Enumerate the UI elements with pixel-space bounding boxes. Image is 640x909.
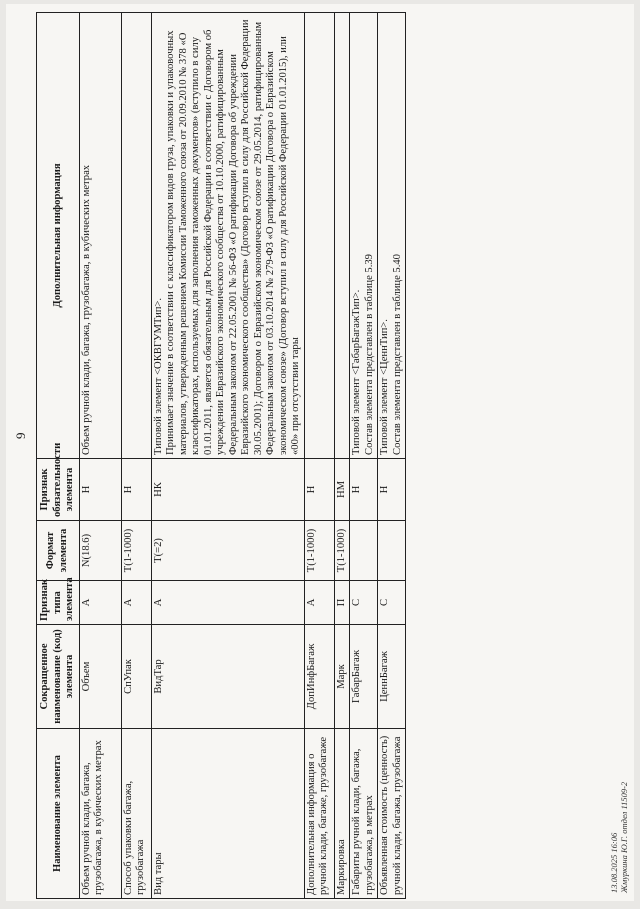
cell-required: Н: [304, 459, 334, 521]
cell-name: Вид тары: [151, 729, 304, 899]
header-required: Признак обязательности элемента: [37, 459, 80, 521]
cell-required: НК: [151, 459, 304, 521]
cell-name: Способ упаковки багажа, грузобагажа: [121, 729, 151, 899]
cell-abbr: СпУпак: [121, 625, 151, 729]
cell-info: [350, 13, 378, 459]
cell-name: Дополнительная информация о ручной клади, багаже, грузобагаже: [304, 729, 334, 899]
cell-name: Габариты ручной клади, багажа, грузобагажа, в метрах: [350, 729, 378, 899]
cell-format: [378, 521, 406, 581]
cell-format: N(18.6): [79, 521, 121, 581]
header-type: Признак типа элемента: [37, 581, 80, 625]
cell-required: Н: [79, 459, 121, 521]
cell-info: [334, 13, 350, 459]
cell-type: А: [151, 581, 304, 625]
header-name: Наименование элемента: [37, 729, 80, 899]
page-number: 9: [13, 432, 28, 439]
table-row: [304, 13, 334, 899]
cell-type: С: [378, 581, 406, 625]
info-line: Принимает значение в соответствии с классификатором видов груза, упаковки и упаковочных материалов, утвержденным решением Комиссии Таможенного союза от 20.09.2010 № 378 «О классификаторах, используемых для заполнения таможенных документов» (вступило в силу 01.01.2011, является обязательным для Российской Федерации в соответствии с Договором об учреждении Евразийского экономического сообщества от 10.10.2000, ратифицированным Федеральным законом от 22.05.2001 № 56-ФЗ «О ратификации Договора об учреждении Евразийского экономического сообщества» (Договор вступил в силу для Российской Федерации 30.05.2001); Договором о Евразийском экономическом союзе от 29.05.2014, ратифицированным Федеральным законом от 03.10.2014 № 279-ФЗ «О ратификации Договора о Евразийском экономическом союзе» (Договор вступил в силу для Российской Федерации 01.01.2015), или «00» при отсутствии тары: [165, 19, 301, 455]
info-line: Типовой элемент <ГабарБагажТип>.: [351, 289, 362, 455]
table-header-row: [37, 13, 80, 899]
info-line: Типовой элемент <ЦеннТип>.: [379, 319, 390, 455]
cell-format: T(1-1000): [304, 521, 334, 581]
cell-name: Маркировка: [334, 729, 350, 899]
table-row: [151, 13, 304, 899]
cell-type: С: [350, 581, 378, 625]
cell-abbr: Объем: [79, 625, 121, 729]
cell-required: Н: [121, 459, 151, 521]
cell-type: А: [79, 581, 121, 625]
table-row: [79, 13, 121, 899]
cell-required: Н: [378, 459, 406, 521]
cell-format: [350, 521, 378, 581]
cell-name: Объявленная стоимость (ценность) ручной клади, багажа, грузобагажа: [378, 729, 406, 899]
print-stamp: [610, 782, 630, 893]
cell-abbr: ГабарБагаж: [350, 625, 378, 729]
cell-format: T(=2): [151, 521, 304, 581]
cell-required: Н: [350, 459, 378, 521]
cell-abbr: ДопИнфБагаж: [304, 625, 334, 729]
cell-abbr: ЦеннБагаж: [378, 625, 406, 729]
cell-abbr: Марк: [334, 625, 350, 729]
table-row: [121, 13, 151, 899]
table-row: [378, 13, 406, 899]
stamp-author: Жмуркина Ю.Г. отдел 11509-2: [618, 781, 629, 893]
cell-info: [121, 13, 151, 459]
cell-format: T(1-1000): [121, 521, 151, 581]
info-line: Состав элемента представлен в таблице 5.40: [391, 254, 403, 455]
header-abbr: Сокращенное наименование (код) элемента: [37, 625, 80, 729]
cell-info: Объем ручной клади, багажа, грузобагажа, в кубических метрах: [79, 13, 121, 459]
document-page: [6, 4, 634, 901]
info-line: Состав элемента представлен в таблице 5.39: [363, 254, 375, 455]
cell-type: А: [121, 581, 151, 625]
rotated-sheet: [6, 4, 640, 909]
cell-required: НМ: [334, 459, 350, 521]
table-row: [350, 13, 378, 899]
table-row: [334, 13, 350, 899]
stamp-datetime: 13.08.2025 16:06: [609, 832, 619, 893]
cell-info: [378, 13, 406, 459]
cell-abbr: ВидТар: [151, 625, 304, 729]
header-format: Формат элемента: [37, 521, 80, 581]
cell-type: А: [304, 581, 334, 625]
elements-table: [36, 12, 406, 899]
cell-format: T(1-1000): [334, 521, 350, 581]
cell-name: Объем ручной клади, багажа, грузобагажа, в кубических метрах: [79, 729, 121, 899]
info-line: Типовой элемент <ОКВГУМТип>.: [152, 297, 164, 455]
cell-info: [304, 13, 334, 459]
cell-info: [151, 13, 304, 459]
header-info: Дополнительная информация: [37, 13, 80, 459]
cell-type: П: [334, 581, 350, 625]
